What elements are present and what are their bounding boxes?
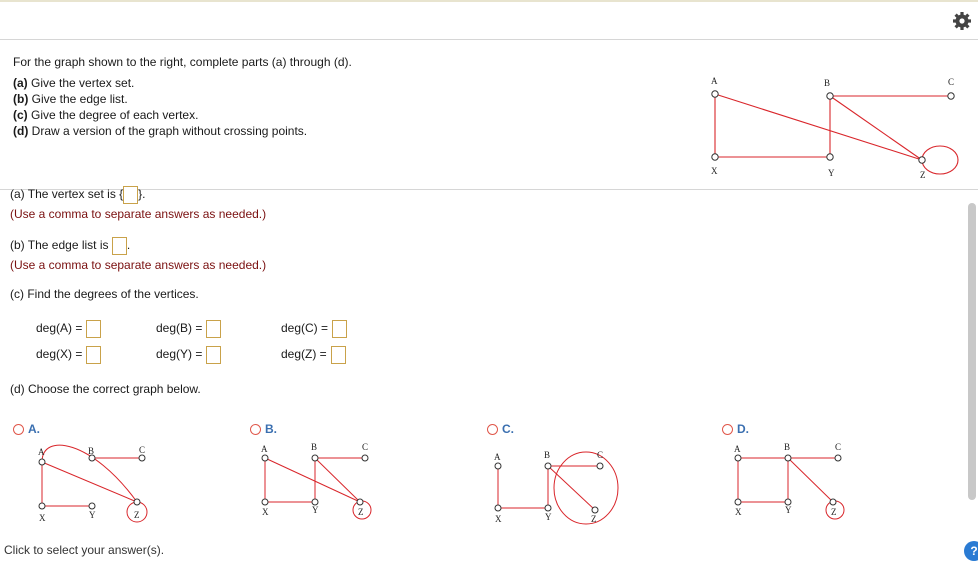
option-b-graph[interactable] — [245, 440, 385, 524]
top-toolbar — [0, 0, 978, 40]
svg-text:B: B — [544, 450, 551, 460]
option-b-radio[interactable] — [250, 424, 261, 435]
svg-text:Z: Z — [591, 514, 597, 524]
degree-x: deg(X) = — [36, 344, 101, 364]
answer-c-label: (c) Find the degrees of the vertices. — [10, 287, 199, 301]
part-b: (b) Give the edge list. — [13, 92, 128, 106]
edge-list-input[interactable] — [112, 237, 127, 255]
svg-text:X: X — [735, 507, 742, 517]
svg-text:Z: Z — [134, 510, 140, 520]
answer-b-hint: (Use a comma to separate answers as needed.) — [10, 258, 267, 272]
degree-b-input[interactable] — [206, 320, 221, 338]
answer-a: (a) The vertex set is { }. — [10, 186, 146, 204]
problem-intro: For the graph shown to the right, complete parts (a) through (d). — [13, 55, 352, 69]
vertex-label-z: Z — [920, 170, 926, 180]
option-d-graph[interactable] — [718, 440, 858, 524]
gear-icon[interactable] — [952, 11, 972, 31]
main-graph — [700, 72, 970, 184]
scrollbar[interactable] — [968, 203, 976, 500]
degree-y: deg(Y) = — [156, 344, 221, 364]
svg-text:Z: Z — [358, 507, 364, 517]
svg-text:A: A — [38, 447, 45, 457]
svg-text:B: B — [784, 442, 791, 452]
option-b[interactable]: B. — [250, 422, 277, 436]
svg-text:B: B — [311, 442, 318, 452]
answer-d-label: (d) Choose the correct graph below. — [10, 382, 201, 396]
svg-text:Y: Y — [785, 505, 792, 515]
part-d: (d) Draw a version of the graph without crossing points. — [13, 124, 308, 138]
degree-z: deg(Z) = — [281, 344, 346, 364]
answer-a-hint: (Use a comma to separate answers as needed.) — [10, 207, 267, 221]
vertex-label-a: A — [711, 76, 718, 86]
option-c-radio[interactable] — [487, 424, 498, 435]
help-icon[interactable]: ? — [964, 541, 978, 561]
svg-text:Y: Y — [89, 510, 96, 520]
part-c: (c) Give the degree of each vertex. — [13, 108, 199, 122]
svg-text:X: X — [39, 513, 46, 523]
option-d-radio[interactable] — [722, 424, 733, 435]
svg-text:A: A — [494, 452, 501, 462]
divider — [0, 189, 978, 190]
degree-c-input[interactable] — [332, 320, 347, 338]
svg-text:C: C — [139, 445, 146, 455]
svg-text:C: C — [362, 442, 369, 452]
vertex-label-b: B — [824, 78, 831, 88]
vertex-set-input[interactable] — [123, 186, 138, 204]
degree-a-input[interactable] — [86, 320, 101, 338]
degree-y-input[interactable] — [206, 346, 221, 364]
problem-statement — [13, 54, 613, 139]
option-a-radio[interactable] — [13, 424, 24, 435]
svg-text:Y: Y — [545, 512, 552, 522]
option-a[interactable]: A. — [13, 422, 40, 436]
answer-b: (b) The edge list is . — [10, 237, 130, 255]
degree-c: deg(C) = — [281, 318, 347, 338]
degree-x-input[interactable] — [86, 346, 101, 364]
option-c-graph[interactable] — [478, 440, 628, 526]
degree-z-input[interactable] — [331, 346, 346, 364]
svg-text:C: C — [835, 442, 842, 452]
svg-text:X: X — [262, 507, 269, 517]
svg-text:Y: Y — [312, 505, 319, 515]
footer-instruction: Click to select your answer(s). — [4, 543, 165, 557]
svg-text:A: A — [261, 444, 268, 454]
vertex-label-y: Y — [828, 168, 835, 178]
vertex-label-c: C — [948, 77, 955, 87]
svg-text:Z: Z — [831, 507, 837, 517]
degree-b: deg(B) = — [156, 318, 221, 338]
degree-a: deg(A) = — [36, 318, 101, 338]
option-c[interactable]: C. — [487, 422, 514, 436]
svg-text:X: X — [495, 514, 502, 524]
svg-text:B: B — [88, 446, 95, 456]
option-a-graph[interactable] — [22, 440, 162, 524]
vertex-label-x: X — [711, 166, 718, 176]
part-a: (a) Give the vertex set. — [13, 76, 135, 90]
option-d[interactable]: D. — [722, 422, 749, 436]
svg-text:A: A — [734, 444, 741, 454]
svg-text:C: C — [597, 450, 604, 460]
